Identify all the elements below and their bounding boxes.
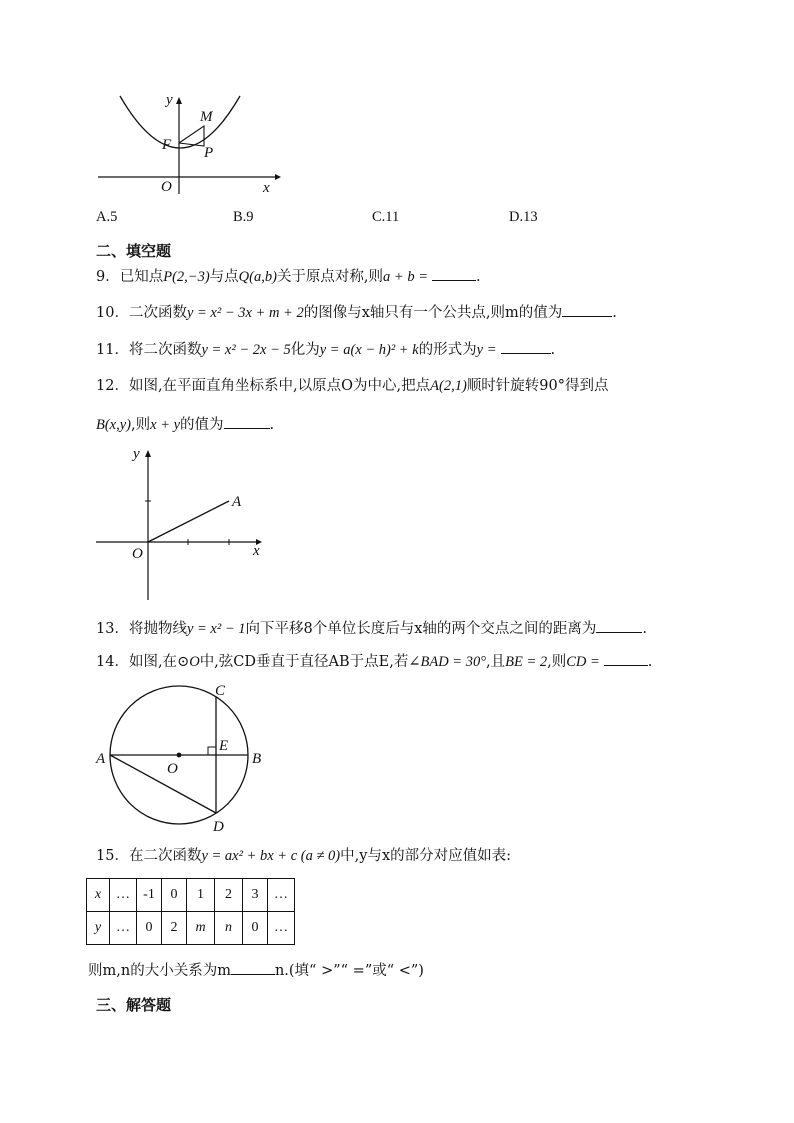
question-11: 11．将二次函数y = x² − 2x − 5化为y = a(x − h)² + k的形式为y = .: [96, 339, 555, 359]
table-cell: -1: [137, 879, 162, 912]
option-b: B.9: [233, 209, 254, 225]
option-d: D.13: [509, 209, 538, 225]
label-a: A: [232, 494, 242, 510]
table-cell: n: [215, 912, 243, 945]
label-o: O: [161, 179, 172, 195]
table-cell: m: [187, 912, 215, 945]
y-axis-arrow: [145, 450, 151, 457]
answer-blank-12[interactable]: [224, 414, 270, 429]
question-12-line-2: B(x,y),则x + y的值为 .: [96, 414, 274, 434]
label-e: E: [219, 738, 229, 754]
question-13: 13．将抛物线y = x² − 1向下平移8个单位长度后与x轴的两个交点之间的距离为 .: [96, 618, 647, 638]
table-cell: y: [87, 912, 110, 945]
answer-blank-9[interactable]: [432, 266, 476, 281]
table-cell: …: [110, 879, 137, 912]
answer-blank-13[interactable]: [596, 618, 642, 633]
answer-blank-11[interactable]: [501, 339, 551, 354]
circle-figure: [92, 678, 272, 836]
answer-blank-10[interactable]: [562, 302, 612, 317]
table-cell: 2: [162, 912, 187, 945]
question-15: 15．在二次函数y = ax² + bx + c (a ≠ 0)中,y与x的部分对应值如表:: [96, 848, 512, 864]
table-cell: 0: [243, 912, 268, 945]
center-point: [177, 753, 182, 758]
table-cell: …: [268, 879, 295, 912]
label-a: A: [96, 751, 106, 767]
table-row-y: [87, 912, 295, 945]
label-o: O: [167, 761, 178, 777]
table-cell: …: [268, 912, 295, 945]
segment-oa: [148, 501, 229, 542]
label-y: y: [133, 446, 140, 462]
question-12-line-1: 12．如图,在平面直角坐标系中,以原点O为中心,把点A(2,1)顺时针旋转90°得到点: [96, 378, 609, 394]
option-c: C.11: [372, 209, 400, 225]
table-cell: x: [87, 879, 110, 912]
label-d: D: [213, 819, 224, 835]
label-b: B: [252, 751, 262, 767]
label-f: F: [162, 137, 172, 153]
question-10: 10．二次函数y = x² − 3x + m + 2的图像与x轴只有一个公共点,则m的值为 .: [96, 302, 617, 322]
label-p: P: [204, 145, 214, 161]
answer-blank-15[interactable]: [231, 960, 275, 975]
table-cell: 0: [137, 912, 162, 945]
table-cell: 3: [243, 879, 268, 912]
label-x: x: [253, 543, 260, 559]
table-cell: 0: [162, 879, 187, 912]
coordinate-figure: [90, 445, 270, 605]
table-cell: 2: [215, 879, 243, 912]
table-row-x: [87, 879, 295, 912]
segment-ad: [110, 755, 216, 813]
section-heading-answer: 三、解答题: [96, 996, 172, 1014]
label-y: y: [166, 92, 173, 108]
label-x: x: [263, 180, 270, 196]
section-heading-fill-blank: 二、填空题: [96, 242, 172, 260]
right-angle-mark: [208, 747, 216, 755]
y-axis-arrow: [176, 97, 182, 104]
question-14: 14．如图,在⊙O中,弦CD垂直于直径AB于点E,若∠BAD = 30°,且BE = 2,则CD = .: [96, 651, 652, 671]
label-o: O: [132, 546, 143, 562]
label-c: C: [215, 683, 226, 699]
table-cell: 1: [187, 879, 215, 912]
question-9: 9．已知点P(2,−3)与点Q(a,b)关于原点对称,则a + b = .: [96, 266, 481, 286]
x-axis-arrow: [275, 174, 281, 180]
option-a: A.5: [96, 209, 118, 225]
answer-blank-14[interactable]: [604, 651, 648, 666]
value-table: [86, 878, 295, 945]
question-15-answer-line: 则m,n的大小关系为m n.(填“ >”“ =”或“ <”): [88, 960, 424, 980]
parabola-figure: [90, 88, 290, 200]
label-m: M: [200, 109, 213, 125]
table-cell: …: [110, 912, 137, 945]
triangle-fmp: [179, 126, 204, 146]
